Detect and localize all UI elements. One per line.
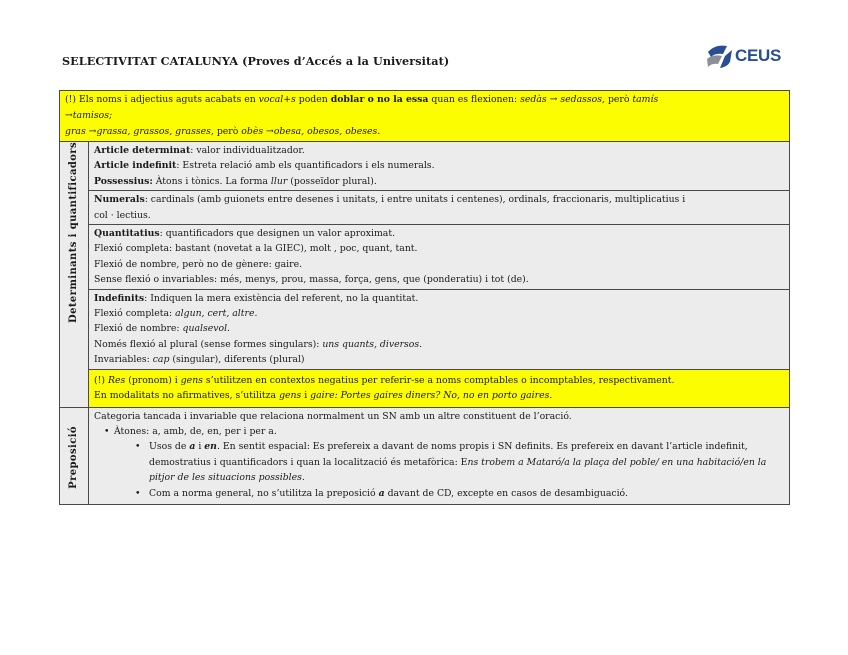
logo-text: CEUS	[735, 46, 782, 65]
ceus-logo	[705, 42, 795, 72]
preposicio-list	[94, 424, 784, 501]
side-label-determinants: Determinants i quantificadors	[68, 142, 80, 323]
cell-numerals: Numerals: cardinals (amb guionets entre desenes i unitats, i entre unitats i centenes), ordinals, fraccionaris, multiplicatius i col · lectius.	[89, 191, 790, 225]
side-preposicio	[60, 407, 89, 504]
side-determinants	[60, 142, 89, 408]
grammar-table	[59, 90, 790, 505]
cell-quantitatius: Quantitatius: quantificadors que designen un valor aproximat. Flexió completa: bastant (novetat a la GIEC), molt , poc, quant, tant. Flexió de nombre, però no de gènere: gaire. Sense flexió o invariables: més, menys, prou, massa, força, gens, que (ponderatiu) i tot (de).	[89, 225, 790, 290]
cell-articles: Article determinat: valor individualitzador. Article indefinit: Estreta relació amb els quantificadors i els numerals. Possessius: Àtons i tònics. La forma llur (posseïdor plural).	[89, 142, 790, 191]
ceus-logo-icon	[705, 42, 735, 72]
list-item: • Com a norma general, no s’utilitza la preposició a davant de CD, excepte en casos de desambiguació.	[94, 486, 784, 501]
side-label-preposicio: Preposició	[68, 425, 80, 489]
cell-indefinits: Indefinits: Indiquen la mera existència del referent, no la quantitat. Flexió completa: algun, cert, altre. Flexió de nombre: qualsevol. Només flexió al plural (sense formes singulars): uns quants, diversos. Invariables: cap (singular), diferents (plural)	[89, 289, 790, 369]
cell-preposicio: Categoria tancada i invariable que relaciona normalment un SN amb un altre constituent de l’oració. • Àtones: a, amb, de, en, per i per a. • Usos de a i en. En sentit espacial: Es prefereix a davant de noms propis i SN definits. Es prefereix en davant l’article indefinit, demostratius i quantificadors i quan la localització és metafòrica: Ens trobem a Mataró/a la plaça del poble/ en una habitació/en la pitjor de les situacions possibles. • Com a norma general, no s’utilitza la preposició a davant de CD, excepte en casos de desambiguació.	[89, 407, 790, 504]
list-item: • Àtones: a, amb, de, en, per i per a.	[94, 424, 784, 439]
page-title: SELECTIVITAT CATALUNYA (Proves d’Accés a la Universitat)	[62, 54, 450, 68]
note-res-gens: (!) Res (pronom) i gens s’utilitzen en contextos negatius per referir-se a noms comptables o incomptables, respectivament. En modalitats no afirmatives, s’utilitza gens i gaire: Portes gaires diners? No, no en porto gaires.	[89, 369, 790, 407]
list-item: • Usos de a i en. En sentit espacial: Es prefereix a davant de noms propis i SN definits. Es prefereix en davant l’article indefinit, demostratius i quantificadors i quan la localització és metafòrica: Ens trobem a Mataró/a la plaça del poble/ en una habitació/en la pitjor de les situacions possibles.	[94, 439, 784, 485]
note-aguts: (!) Els noms i adjectius aguts acabats en vocal+s poden doblar o no la essa quan es flexionen: sedàs → sedassos, però tamís →tamisos; gras →grassa, grassos, grasses, però obès →obesa, obesos, obeses.	[60, 91, 790, 142]
